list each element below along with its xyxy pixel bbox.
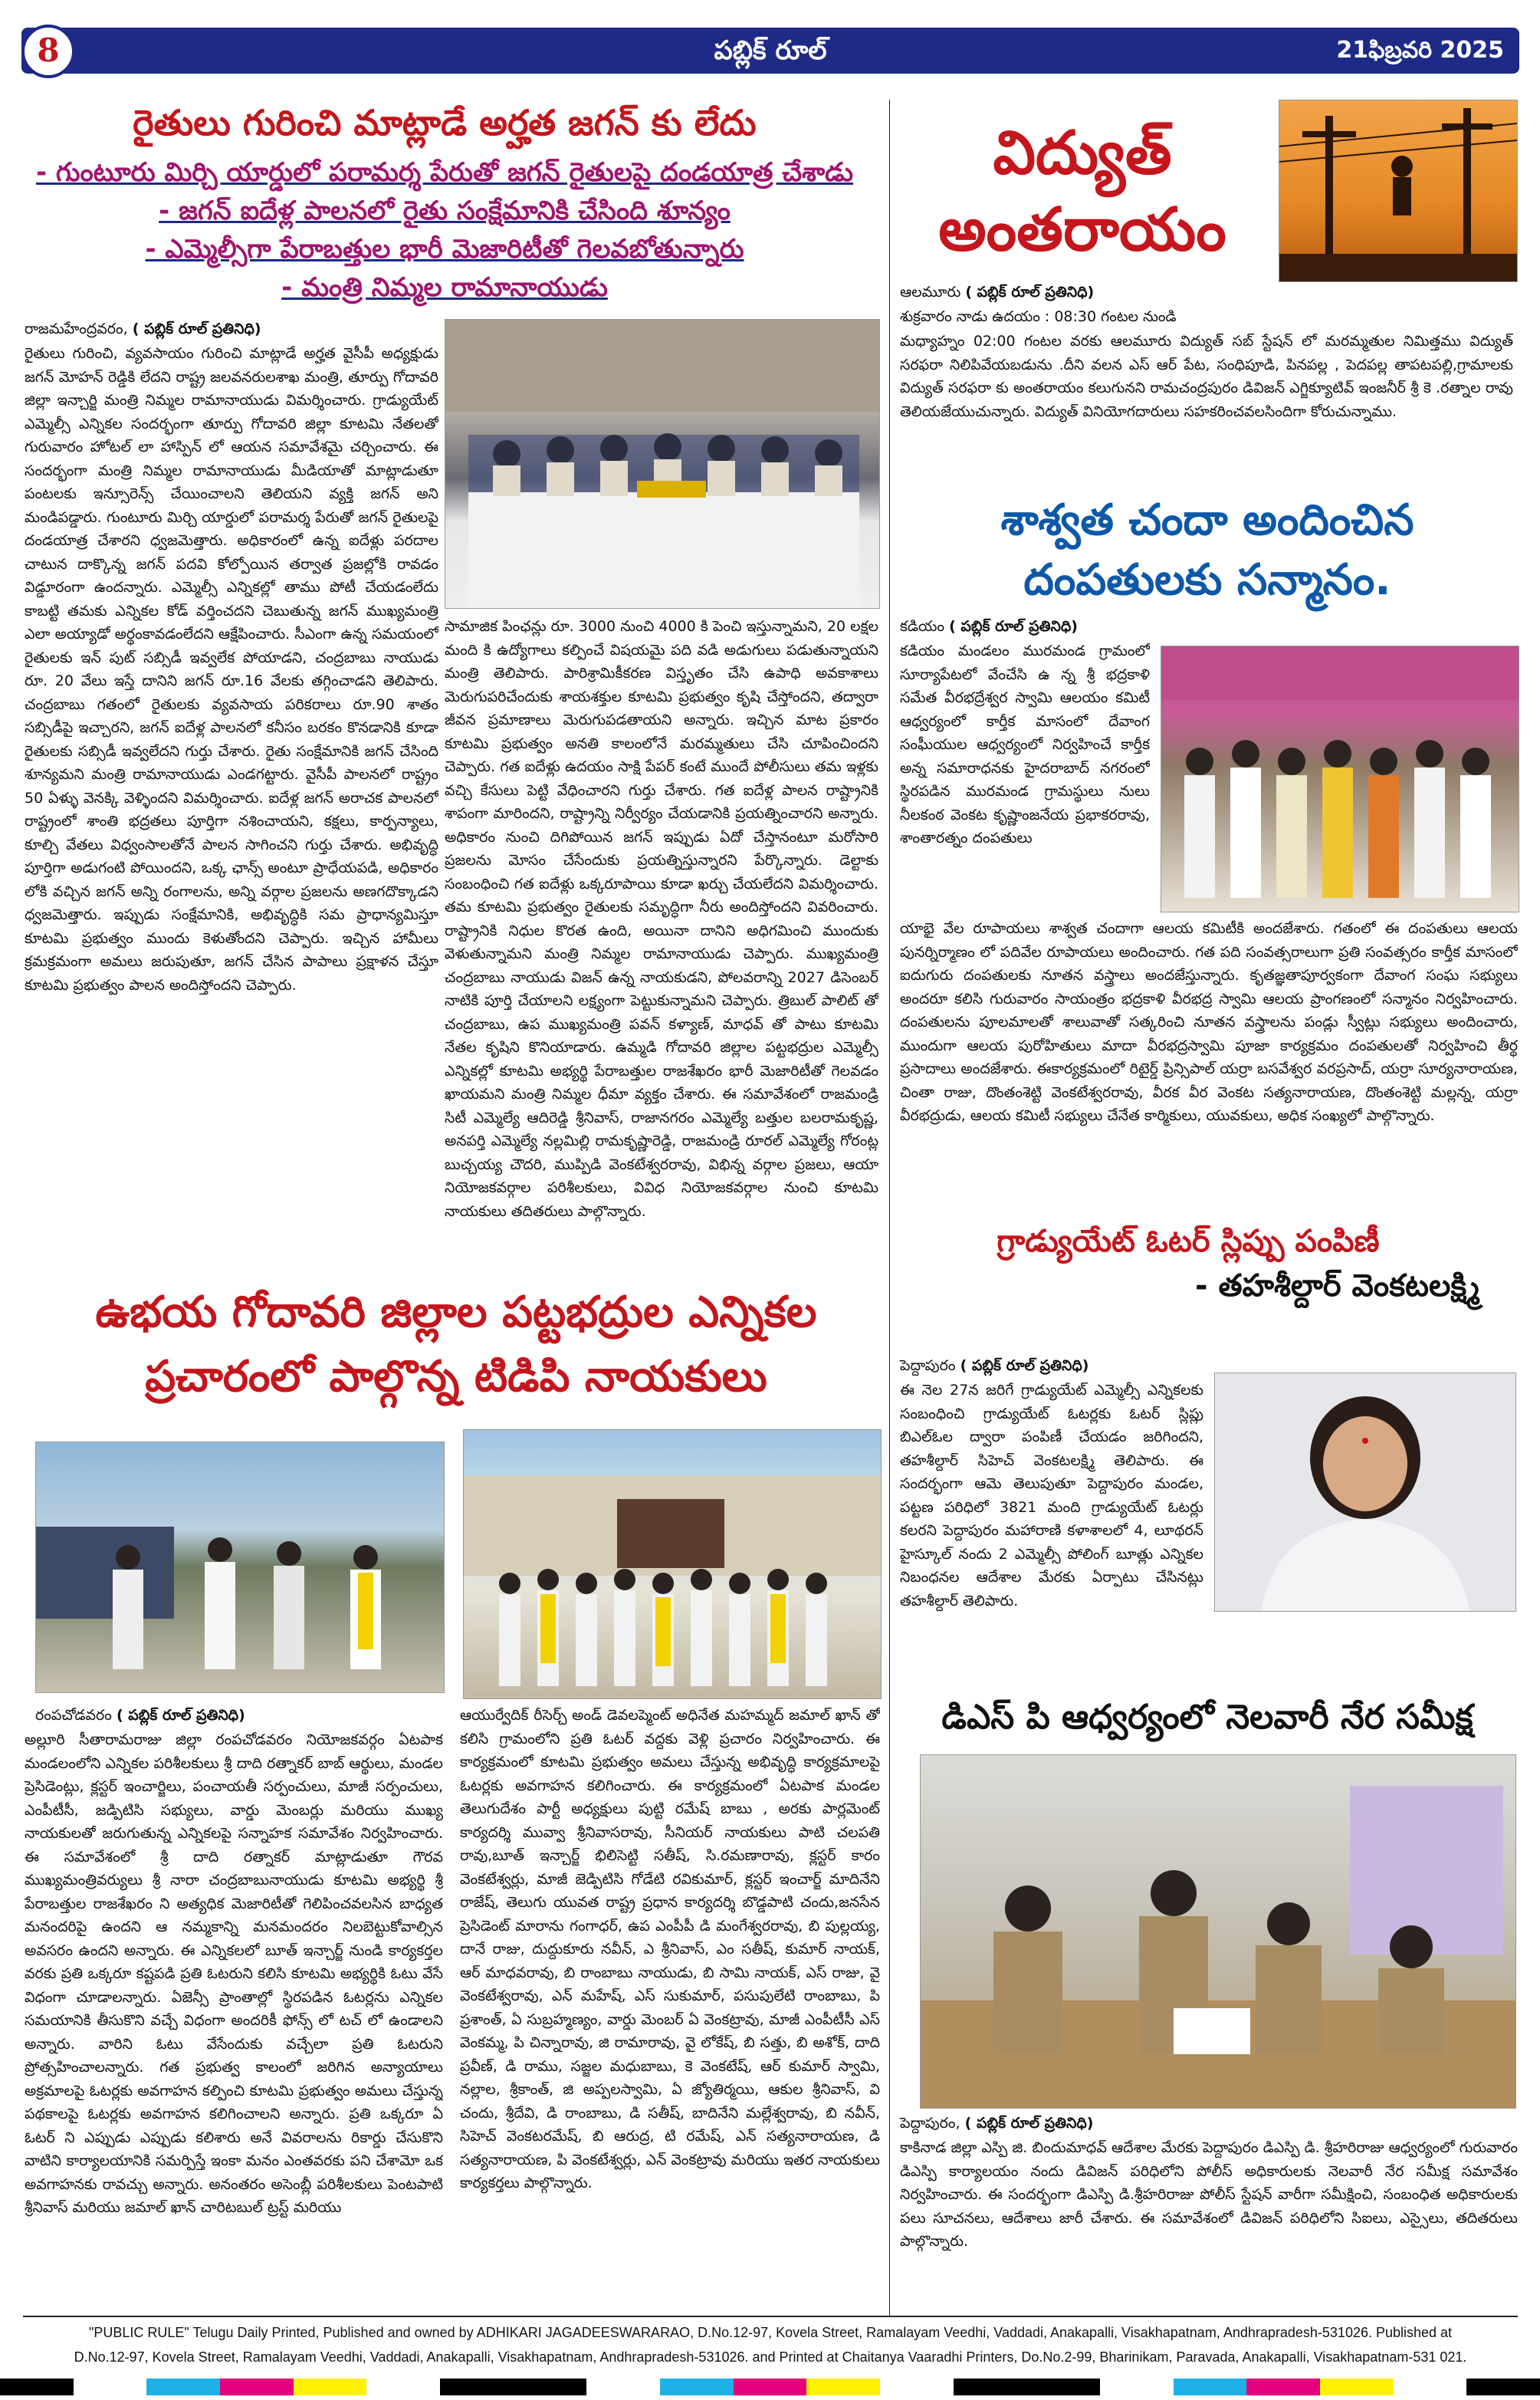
police-meeting-illustration <box>921 1755 1515 2108</box>
dateline-source: ( పబ్లిక్ రూల్ ప్రతినిధి) <box>964 2115 1094 2132</box>
story4-column-2: ఆయుర్వేదిక్ రీసెర్చ్ అండ్ డెవలప్మెంట్ అధినేత మహమ్మద్ జమాల్ ఖాన్ తో కలిసి గ్రామంలోని ప్రతి ఓటర్ వద్దకు వెళ్లి ప్రచారం నిర్వహించారు. ఈ కార్యక్రమంలో కూటమి ప్రభుత్వం అమలు చేస్తున్న అభివృద్ధి కార్యక్రమాలపై ఓటర్లకు అవగాహన కలిగించారు. ఈ కార్యక్రమంలో ఏటపాక మండల తెలుగుదేశం పార్టీ అధ్యక్షులు పుట్టి రమేష్ బాబు , అరకు పార్లమెంట్ కార్యదర్శి మువ్వా శ్రీనివాసరావు, సీనియర్ నాయకులు పాటి చలపతి రావు,బూత్ ఇన్చార్జ్ భిలిసెట్టి సతీష్, సి.రమణారావు, క్లస్టర్ కారం వెంకటేశ్వర్లు, మాజీ జెడ్పిటిసి గోడేటి రవికుమార్, క్లస్టర్ ఇంచార్జ్ మాదినేని రాజేష్, తెలుగు యువత రాష్ట్ర ప్రధాన కార్యదర్శి బొడ్డపాటి చందు,జనసేన ప్రెసిడెంట్ మారాను గంగాధర్, ఉప ఎంపీపీ డి మంగేశ్వరరావు, బి పుల్లయ్య, దానే రాజు, దుద్దుకూరు నవీన్, ఎ శ్రీనివాస్, ఎం సతీష్, కుమార్ నాయక్, ఆర్ మాధవరావు, బి రాంబాబు నాయుడు, బి సామి నాయక్, ఎస్ రాజు, వై వెంకటేశ్వరావు, ఎన్ మహేష్, ఎస్ సుకుమార్, పసుపులేటి రాంబాబు, పి ప్రశాంత్, ఏ సుబ్రహ్మణ్యం, వార్డు మెంబర్ ఏ వెంకట్రావు, మాజీ ఎంపీటీసీ ఎస్ వెంకమ్మ, పి చిన్నారావు, జి రామారావు, వై లోకేష్, బి సత్తు, బి అశోక్, దాది ప్రవీణ్, డి రాము, సజ్జల మధుబాబు, కె వెంకటేష్, ఆర్ కుమార్ స్వామి, నల్లాల, శ్రీకాంత్, జి అప్పలస్వామి, ఏ జ్యోతిర్మయి, ఆకుల శ్రీనివాస్, వి చందు, శ్రీదేవి, డి రాంబాబు, డి సతీష్, బాదినేని మల్లేశ్వరావు, బి నవీన్, సిహెచ్ వెంకటరమేష్, బి ఆరుద్ర, టి రమేష్, ఎన్ సత్యనారాయణ, డి సత్యనారాయణ, పి వెంకటేశ్వర్లు, ఎన్ వెంకట్రావు మరియు ఇతర నాయకులు కార్యకర్తలు పాల్గొన్నారు. <box>460 1707 880 2191</box>
story4-dateline <box>35 1704 449 1728</box>
story2-headline-line2: అంతరాయం <box>938 195 1226 265</box>
masthead-bar <box>21 28 1519 74</box>
campaign-illustration-2 <box>464 1430 881 1698</box>
column-divider <box>889 100 890 2316</box>
story4-column-1: అల్లూరి సీతారామరాజు జిల్లా రంపచోడవరం నియోజకవర్గం ఏటపాక మండలంలోని ఎన్నికల పరిశీలకులు శ్రీ దాది రత్నాకర్ బాబ్ ఆర్థులు, మండల ప్రెసిడెంట్లు, క్లస్టర్ ఇంచార్జిలు, పంచాయతీ సర్పంచులు, మాజీ సర్పంచులు, ఎంపీటీసీ, జడ్పిటిసి సభ్యులు, వార్డు మెంబర్లు మరియు ముఖ్య నాయకులతో జరుగుతున్న ఎన్నికలపై సన్నాహక సమావేశం నిర్వహించారు. ఈ సమావేశంలో శ్రీ దాది రత్నాకర్ మాట్లాడుతూ గౌరవ ముఖ్యమంత్రివర్యులు శ్రీ నారా చంద్రబాబునాయుడు కూటమి అభ్యర్థి శ్రీ పేరాబత్తుల రాజశేఖరం ని అత్యధిక మెజారిటీతో గెలిపించవలసిన బాధ్యత మనందరిపై ఉందని ఆ నమ్మకాన్ని మనమందరం నిలబెట్టుకోవాల్సిన అవసరం ఉందని అన్నారు. ఈ ఎన్నికలలో బూత్ ఇన్చార్జ్ నుండి కార్యకర్తల వరకు ప్రతి ఒక్కరూ కష్టపడి ప్రతి ఓటరుని కలిసి కూటమి అభ్యర్థికి ఓటు వేసే విధంగా చూడాలన్నారు. ఏజెన్సీ ప్రాంతాల్లో స్థిరపడిన ఓటర్లను ఎన్నికల సమయానికి తీసుకొని వచ్చే విధంగా అందరికీ ఫోన్స్ లో టచ్ లో ఉండాలని అన్నారు. వారిని ఓటు వేసేందుకు వచ్చేలా ప్రతి ఓటరుని ప్రోత్సహించాలన్నారు. గత ప్రభుత్వ కాలంలో జరిగిన అన్యాయాలు అక్రమాలపై ఓటర్లకు అవగాహన కల్పించి కూటమి ప్రభుత్వం అమలు చేస్తున్న పథకాలపై ఓటర్లకు అవగాహన కలిగించాలని అన్నారు. ప్రతి ఒక్కరూ ఏ ఓటర్ ని ఎప్పుడు ఎప్పుడు కలిశారు అనే వివరాలను రికార్డు చేసుకొని వాటిని కార్యాలయానికి సమర్పిస్తే ఇంకా మనం ఎంతవరకు పని చేశామో ఒక అవగాహనకు రావచ్చు అన్నారు. అనంతరం అసెంబ్లీ పరిశీలకులు పెంటపాటి శ్రీనివాస్ మరియు జమాల్ ఖాన్ చారిటబుల్ ట్రస్ట్ మరియు <box>25 1731 443 2216</box>
story4-headline-line2: ప్రచారంలో పాల్గొన్న టిడిపి నాయకులు <box>145 1352 767 1402</box>
story1-column-1: రైతులు గురించి, వ్యవసాయం గురించి మాట్లాడే అర్హత వైసీపీ అధ్యక్షుడు జగన్ మోహన్ రెడ్డికి లేదని రాష్ట్ర జలవనరులశాఖ మంత్రి, తూర్పు గోదావరి జిల్లా ఇన్చార్జి మంత్రి నిమ్మల రామానాయుడు విమర్శించారు. గ్రాడ్యుయేట్ ఎమ్మెల్సీ ఎన్నికల సందర్భంగా తూర్పు గోదావరి జిల్లా కూటమి నేతలతో గురువారం హోటల్ లా హాస్పిన్ లో ఆయన సమావేశమై చర్చించారు. ఈ సందర్భంగా మంత్రి నిమ్మల రామానాయుడు మీడియాతో మాట్లాడుతూ పంటలకు ఇన్సూరెన్స్ చేయించాలని తెలియని వ్యక్తి జగన్ అని మండిపడ్డారు. గుంటూరు మిర్చి యార్డులో పరామర్శ పేరుతో జగన్ రైతులపై దండయాత్ర చేశారని ధ్వజమెత్తారు. అధికారంలో ఉన్న ఐదేళ్లు పరదాల చాటున దాక్కొన్న జగన్ పదవి కోల్పోయిన తర్వాత ప్రజల్లోకి రావడం విడ్డూరంగా ఉందన్నారు. ఎమ్మెల్సీ ఎన్నికల్లో తాము పోటీ చేయడంలేదు కాబట్టి తమకు ఎన్నికల కోడ్ వర్తించదని చెబుతున్న జగన్ ముఖ్యమంత్రి ఎలా అయ్యాడో అర్థంకావడంలేదని ఆక్షేపించారు. సీఎంగా ఉన్న సమయంలో రైతులకు ఇన్ పుట్ సబ్సిడీ ఇవ్వలేక పోయాడని, చంద్రబాబు నాయుడు రూ. 20 వేలు ఇస్తే దానిని జగన్ రూ.16 వేలకు తగ్గించాడని తెలిపారు. చంద్రబాబు గతంలో రైతులకు వ్యవసాయ పరికరాలు రూ.90 శాతం సబ్సిడీపై ఇచ్చారని, జగన్ ఐదేళ్ల పాలనలో కనీసం బరకం కొనడానికి కూడా రైతులకు సబ్సిడీ ఇవ్వలేదని గుర్తు చేశారు. రైతు సంక్షేమానికి జగన్ చేసింది శూన్యమని మంత్రి రామానాయుడు ఎండగట్టారు. వైసీపీ పాలనలో రాష్ట్రం 50 ఏళ్ళు వెనక్కి వెళ్ళిందని విమర్శించారు. ఐదేళ్ల జగన్ అరాచక పాలనలో రాష్ట్రంలో శాంతి భద్రతలు పూర్తిగా నశించాయని, కక్షలు, కార్పన్యాలు, కూల్చి వేతలు విధ్వంసాలతోనే పాలన సాగించని గుర్తు చేశారు. అభివృద్ధి పూర్తిగా అడుగంటి పోయిందని, ఒక్క ఛాన్స్ అంటూ ప్రాధేయపడి, అధికారం లోకి వచ్చిన జగన్ అన్ని రంగాలను, అన్ని వర్గాల ప్రజలను అణగదొక్కాడని ధ్వజమెత్తారు. ఇప్పుడు సంక్షేమానికి, అభివృద్ధికి సమ ప్రాధాన్యమిస్తూ కూటమి ప్రభుత్వం ముందు కెళుతోందని చెప్పారు. ఇచ్చిన హామీలు క్రమక్రమంగా అమలు జరుపుతూ, జగన్ చేసిన పాపాలు ప్రక్షాళన చేస్తూ కూటమి ప్రభుత్వం పాలన అందిస్తోందని చెప్పారు. <box>25 345 438 994</box>
story2-body-line1: శుక్రవారం నాడు ఉదయం : 08:30 గంటల నుండి <box>900 308 1177 325</box>
tahsildar-portrait-photo <box>1214 1373 1516 1612</box>
story1-subhead-2: - జగన్ ఐదేళ్ల పాలనలో రైతు సంక్షేమానికి చేసింది శూన్యం <box>159 196 731 226</box>
story4-headline-line1: ఉభయ గోదావరి జిల్లాల పట్టభద్రుల ఎన్నికల <box>95 1287 817 1337</box>
footer-imprint-line1: "PUBLIC RULE" Telugu Daily Printed, Published and owned by ADHIKARI JAGADEESWARARAO, D.No.12-97, Kovela Street, Ramalayam Veedhi, Vaddadi, Anakapalli, Visakhapatnam, Andhrapradesh-531026. Published at <box>88 2325 1453 2340</box>
page-number: 8 <box>21 25 75 78</box>
footer-imprint <box>23 2320 1518 2369</box>
campaign-illustration-1 <box>36 1442 444 1692</box>
felicitation-illustration <box>1161 646 1519 912</box>
story3-headline <box>897 491 1518 610</box>
story4-headline <box>31 1281 882 1409</box>
campaign-photo-2 <box>463 1429 882 1699</box>
dateline-source: ( పబ్లిక్ రూల్ ప్రతినిధి) <box>116 1707 245 1724</box>
dateline-place: పెద్దాపురం, <box>900 2115 960 2132</box>
story1-subhead-4: - మంత్రి నిమ్మల రామానాయుడు <box>281 272 608 303</box>
dateline-source: ( పబ్లిక్ రూల్ ప్రతినిధి) <box>965 284 1095 301</box>
dateline-place: రాజమహేంద్రవరం, <box>25 321 128 337</box>
story5-body: ఈ నెల 27న జరిగే గ్రాడ్యుయేట్ ఎమ్మెల్సీ ఎన్నికలకు సంబంధించి గ్రాడ్యుయేట్ ఓటర్లకు ఓటర్ స్లిప్లు బిఎల్ఓల ద్వారా పంపిణీ చేయడం జరిగిందని, తహశీల్దార్ సిహెచ్ వెంకటలక్ష్మి తెలిపారు. ఈ సందర్భంగా ఆమె తెలుపుతూ పెద్దాపురం మండల, పట్టణ పరిధిలో 3821 మంది గ్రాడ్యుయేట్ ఓటర్లు కలరని పెద్దాపురం మహారాణి కళాశాలలో 4, లూథరన్ హైస్కూల్ నందు 2 ఎమ్మెల్సీ పోలింగ్ బూత్లు ఎన్నికల నిబంధనల ఆదేశాల మేరకు ఏర్పాటు చేసినట్లు తహశీల్దార్ తెలిపారు. <box>900 1382 1203 1609</box>
story1-headline: రైతులు గురించి మాట్లాడే అర్హత జగన్ కు లేదు <box>133 102 757 143</box>
story1-subhead-3: - ఎమ్మెల్సీగా పేరాబత్తుల భారీ మెజారిటీతో గెలవబోతున్నారు <box>145 234 744 265</box>
story1-column-2: సామాజిక పింఛన్లు రూ. 3000 నుంచి 4000 కి పెంచి ఇస్తున్నామని, 20 లక్షల మంది కి ఉద్యోగాలు కల్పించే విషయమై పది వడి అడుగులు పడుతున్నాయని మంత్రి తెలిపారు. పారిశ్రామికీకరణ విస్తృతం చేసి ఉపాధి అవకాశాలు మెరుగుపరిచేందుకు శాయశక్తుల కూటమి ప్రభుత్వం కృషి చేస్తోందని, తద్వారా జీవన ప్రమాణాలు మెరుగుపడతాయని అన్నారు. ఇచ్చిన మాట ప్రకారం కూటమి ప్రభుత్వం అనతి కాలంలోనే మరమ్మతులు చేసి చూపించిందని చెప్పారు. గత ఐదేళ్లు ఉదయం సాక్షి పేపర్ కంటే ముందే పోలీసులు తమ ఇళ్లకు వచ్చి కేసులు పెట్టి వేధించారని గుర్తు చేశారు. గత ఐదేళ్ల పాలన రాష్ట్రానికి శాపంగా మారిందని, రాష్ట్రాన్ని నిర్వీర్యం చేయడానికి ప్రయత్నించారని అన్నారు. అధికారం నుంచి దిగిపోయిన జగన్ ఇప్పుడు ఏదో చేస్తానంటూ మరోసారి ప్రజలను మోసం చేసేందుకు ప్రయత్నిస్తున్నారని పేర్కొన్నారు. డెల్టాకు సంబంధించి గత ఐదేళ్లు ఒక్కరూపాయి కూడా ఖర్చు చేయలేదని విమర్శించారు. తమ కూటమి ప్రభుత్వం రైతులకు సమృద్ధిగా నీరు అందిస్తోందని వివరించారు. రాష్ట్రానికి నిధుల కొరత ఉంది, అయినా దానిని అధిగమించి ముందుకు వెళుతున్నామని మంత్రి నిమ్మల రామానాయుడు చెప్పారు. ముఖ్యమంత్రి చంద్రబాబు నాయుడు విజన్ ఉన్న నాయకుడని, పోలవరాన్ని 2027 డిసెంబర్ నాటికి పూర్తి చేయాలని లక్ష్యంగా పెట్టుకున్నామని చెప్పారు. త్రిబుల్ పాలిట్ తో చంద్రబాబు, ఉప ముఖ్యమంత్రి పవన్ కళ్యాణ్, మాధవ్ తో పాటు కూటమి నేతల కృషిని కొనియాడారు. ఉమ్మడి గోదావరి జిల్లాల పట్టభద్రుల ఎమ్మెల్సీ ఎన్నికల్లో కూటమి అభ్యర్థి పేరాబత్తుల రాజశేఖరం భారీ మెజారిటీతో గెలవడం ఖాయమని మంత్రి నిమ్మల ధీమా వ్యక్తం చేశారు. ఈ సమావేశంలో రాజమండ్రి సిటీ ఎమ్మెల్యే ఆదిరెడ్డి శ్రీనివాస్, రాజానగరం ఎమ్మెల్యే బత్తుల బలరామకృష్ణ, అనపర్తి ఎమ్మెల్యే నల్లమిల్లి రామకృష్ణారెడ్డి, రాజమండ్రి రూరల్ ఎమ్మెల్యే గోరంట్ల బుచ్చయ్య చౌదరి, ముప్పిడి వెంకటేశ్వరరావు, విభిన్న వర్గాల ప్రజలు, ఆయా నియోజకవర్గాల పరిశీలకులు, వివిధ నియోజకవర్గాల నుంచి కూటమి నాయకులు తదితరులు పాల్గొన్నారు. <box>445 618 878 1220</box>
police-review-meeting-photo <box>920 1754 1516 2109</box>
minister-press-meet-photo <box>445 319 880 609</box>
story2-body: మధ్యాహ్నం 02:00 గంటల వరకు ఆలమూరు విద్యుత్ సబ్ స్టేషన్ లో మరమ్మతుల నిమిత్తము విద్యుత్ సరఫరా నిలిపివేయబడును .దీని వలన ఎస్ ఆర్ పేట, సంధిపూడి, పినపల్ల , పెదపల్ల తాపటపల్లి,గ్రామాలకు విద్యుత్ సరఫరా కు అంతరాయం కలుగునని రామచంద్రపురం డివిజన్ ఎగ్జిక్యూటివ్ ఇంజనీర్ శ్రీ కె .రత్నాల రావు తెలియజేయుచున్నారు. విద్యుత్ వినియోగదారులు సహకరించవలసిందిగా కోరుచున్నాము. <box>900 333 1513 420</box>
story2-headline-line1: విద్యుత్ <box>993 118 1172 188</box>
story6-headline: డిఎస్ పి ఆధ్వర్యంలో నెలవారీ నేర సమీక్ష <box>941 1698 1473 1737</box>
power-line-worker-photo <box>1279 100 1518 282</box>
story3-column-left: కడియం మండలం మురమండ గ్రామంలో సూర్యాపేటలో వేంచేసి ఉ న్న శ్రీ భద్రకాళి సమేత వీరభద్రేశ్వర స్వామి ఆలయం కమిటీ ఆధ్వర్యంలో కార్తీక మాసంలో దేవాంగ సంఘీయుల ఆధ్వర్యంలో నిర్వహించే కార్తీక అన్న సమారాధనకు హైదరాబాద్ నగరంలో స్థిరపడిన మురమండ గ్రామస్థులు నులు నీలకంఠ వెంకట కృష్ణాంజనేయ ప్రభాకరరావు, శాంతారత్నం దంపతులు <box>900 643 1150 847</box>
issue-date: 21ఫిబ్రవరి 2025 <box>1336 37 1504 64</box>
story2-dateline <box>900 281 1513 304</box>
story5-dateline <box>900 1354 1207 1378</box>
dateline-place: కడియం <box>900 618 945 635</box>
footer-divider <box>23 2316 1518 2317</box>
story3-headline-line2: దంపతులకు సన్మానం. <box>1023 555 1391 605</box>
dateline-source: ( పబ్లిక్ రూల్ ప్రతినిధి) <box>132 321 261 337</box>
story6-dateline <box>900 2112 1513 2135</box>
campaign-photo-1 <box>35 1442 445 1693</box>
story1-dateline <box>25 317 438 341</box>
footer-imprint-line2: D.No.12-97, Kovela Street, Ramalayam Veedhi, Vaddadi, Anakapalli, Visakhapatnam, Andhrapradesh-531026. and Printed at Chaitanya Vaaradhi Printers, Do.No.2-99, Bharinikam, Paravada, Anakapalli, Visakhapatnam-531 021. <box>74 2349 1467 2365</box>
print-color-bar <box>0 2379 1540 2395</box>
story5-headline-line2: - తహశీల్దార్ వెంకటలక్ష్మి <box>1194 1268 1479 1304</box>
dateline-source: ( పబ్లిక్ రూల్ ప్రతినిధి) <box>949 618 1078 635</box>
dateline-source: ( పబ్లిక్ రూల్ ప్రతినిధి) <box>960 1357 1089 1374</box>
story5-headline <box>897 1219 1479 1308</box>
power-pole-silhouette <box>1279 100 1517 281</box>
story3-body: యాభై వేల రూపాయలు శాశ్వత చందాగా ఆలయ కమిటీకి అందజేశారు. గతంలో ఈ దంపతులు ఆలయ పునర్నిర్మాణం లో పదివేల రూపాయలు అందించారు. గత పది సంవత్సరాలుగా ప్రతి సంవత్సరం కార్తీక మాసంలో ఐదుగురు దంపతులకు నూతన వస్త్రాలు అందజేస్తున్నారు. కృతజ్ఞతాపూర్వకంగా దేవాంగ సంఘ సభ్యులు అందరూ కలిసి గురువారం సాయంత్రం భద్రకాళి వీరభద్ర స్వామి ఆలయ ప్రాంగణంలో సన్మానం నిర్వహించారు. దంపతులను పూలమాలతో శాలువాతో సత్కరించి నూతన వస్త్రాలను పండ్లు స్వీట్లు సభ్యులు అందించారు, ముందుగా ఆలయ పురోహితులు మాదా వీరభద్రస్వామి పూజా కార్యక్రమం దంపతులతో నిర్వహించి తీర్థ ప్రసాదాలు అందజేశారు. ఈకార్యక్రమంలో రిటైర్డ్ ప్రిన్సిపాల్ యర్రా బసవేశ్వర వరప్రసాద్, యర్రా సూర్యనారాయణ, చింతా రాజు, దొంతంశెట్టి వెంకటేశ్వరరావు, వీరక వీర వెంకట సత్యనారాయణ, దొంతంశెట్టి మల్లన్న, యర్రా వీరభద్రుడు, ఆలయ కమిటీ సభ్యులు చేనేత కార్మికులు, యువకులు, అధిక సంఖ్యలో పాల్గొన్నారు. <box>900 920 1518 1124</box>
portrait-illustration <box>1215 1373 1515 1611</box>
dateline-place: పెద్దాపురం <box>900 1357 956 1374</box>
temple-felicitation-photo <box>1161 646 1519 912</box>
story3-headline-line1: శాశ్వత చందా అందించిన <box>1000 495 1414 545</box>
dateline-place: ఆలమూరు <box>900 284 961 301</box>
newspaper-title: పబ్లిక్ రూల్ <box>714 35 827 66</box>
press-meet-illustration <box>445 320 879 608</box>
story5-headline-line1: గ్రాడ్యుయేట్ ఓటర్ స్లిప్పు పంపిణీ <box>997 1224 1380 1259</box>
dateline-place: రంపచోడవరం <box>35 1707 112 1724</box>
story3-dateline <box>900 615 1153 639</box>
story1-subhead-1: - గుంటూరు మిర్చి యార్డులో పరామర్శ పేరుతో జగన్ రైతులపై దండయాత్ర చేశాడు <box>35 157 854 188</box>
story6-body: కాకినాడ జిల్లా ఎస్పి జి. బిందుమాధవ్ ఆదేశాల మేరకు పెద్దాపురం డిఎస్పి డి. శ్రీహరిరాజు ఆధ్వర్యంలో గురువారం డిఎస్పి కార్యాలయం నందు డివిజన్ పరిధిలోని పోలీస్ అధికారులకు నెలవారీ నేర సమీక్ష సమావేశం నిర్వహించారు. ఈ సందర్భంగా డిఎస్పి డి.శ్రీహరిరాజు పోలీస్ స్టేషన్ వారీగా సమీక్షించి, సంబంధిత అధికారులకు పలు సూచనలు, ఆదేశాలు జారీ చేశారు. ఈ సమావేశంలో డివిజన్ పరిధిలోని సిఐలు, ఎస్సైలు, తదితరులు పాల్గొన్నారు. <box>900 2139 1518 2250</box>
story1-subheads <box>31 153 859 307</box>
story2-headline <box>898 115 1266 268</box>
